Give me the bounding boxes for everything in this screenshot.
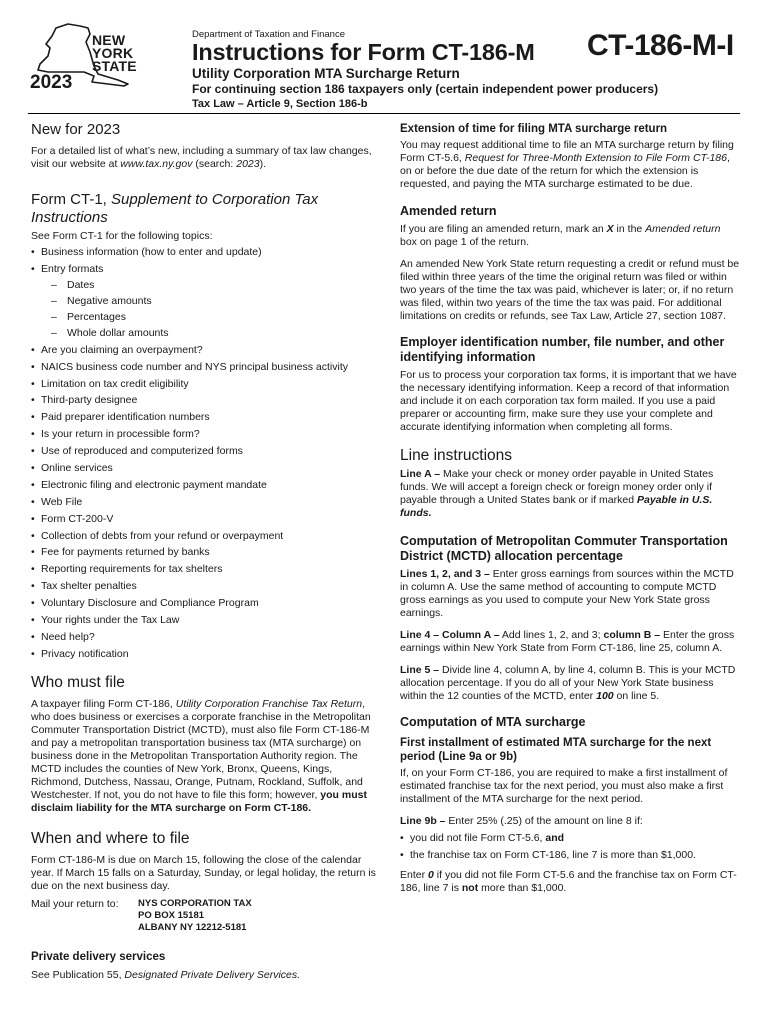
section-text: Lines 1, 2, and 3 – Enter gross earnings from sources within the MCTD in column A. Use the same method of accounting to compute MCTD gross earnings as you used to compute your New York State gross earnings.: [400, 568, 734, 619]
list-item: • Entry formats – Dates – Negative amounts – Percentages – Whole dollar amounts: [31, 263, 379, 340]
list-item: • Electronic filing and electronic payment mandate: [31, 479, 379, 492]
section-text: See Form CT-1 for the following topics:: [31, 230, 213, 242]
identification-section: [400, 335, 740, 434]
mailing-address: [31, 898, 379, 934]
section-heading: Private delivery services: [31, 950, 166, 963]
tax-law-reference: Tax Law – Article 9, Section 186-b: [192, 98, 368, 110]
list-item: – Negative amounts: [41, 295, 379, 308]
section-text: Line A – Make your check or money order payable in United States funds. We will accept a foreign check or foreign money order only if payable through a United States bank or if marked Payable in U.S. funds.: [400, 468, 714, 519]
form-subtitle: Utility Corporation MTA Surcharge Return: [192, 66, 460, 81]
section-text: For a detailed list of what’s new, including a summary of tax law changes, visit our website at www.tax.ny.gov (search: 2023).: [31, 145, 372, 170]
mail-label: Mail your return to:: [31, 897, 119, 910]
form-year: 2023: [30, 72, 73, 93]
list-item: • Use of reproduced and computerized forms: [31, 445, 379, 458]
section-heading: When and where to file: [31, 829, 190, 847]
section-text: If, on your Form CT-186, you are required to make a first installment of estimated franchise tax for the next period, you must also make a first installment of the MTA surcharge for the next period.: [400, 767, 728, 805]
section-text: If you are filing an amended return, mark an X in the Amended return box on page 1 of the return.: [400, 223, 721, 248]
list-item: • Web File: [31, 496, 379, 509]
subsection-heading: First installment of estimated MTA surcharge for the next period (Line 9a or 9b): [400, 737, 712, 763]
list-item: • Reporting requirements for tax shelters: [31, 563, 379, 576]
section-text: An amended New York State return requesting a credit or refund must be filed within three years of the time the original return was filed or within two years of the time the tax was paid, whichever is later; or, if no return was filed, within two years of the time the tax was paid. For additional limitations on credits or refunds, see Tax Law, Article 27, section 1087.: [400, 258, 740, 322]
who-must-file-section: [31, 674, 379, 815]
topics-list: [31, 246, 379, 661]
form-number: CT-186-M-I: [587, 29, 734, 62]
section-heading: Extension of time for filing MTA surcharge return: [400, 123, 668, 135]
extension-section: [400, 122, 740, 191]
list-item: • Your rights under the Tax Law: [31, 614, 379, 627]
section-heading: Employer identification number, file number, and other identifying information: [400, 335, 725, 364]
mta-surcharge-section: [400, 715, 740, 895]
section-text: Line 9b – Enter 25% (.25) of the amount on line 8 if:: [400, 815, 643, 827]
list-item: • Collection of debts from your refund or overpayment: [31, 530, 379, 543]
section-heading: Who must file: [31, 673, 125, 691]
list-item: • Tax shelter penalties: [31, 580, 379, 593]
nys-logo: [28, 22, 178, 98]
list-item: • Online services: [31, 462, 379, 475]
list-item: – Percentages: [41, 311, 379, 324]
condition-list: [400, 832, 740, 862]
amended-return-section: [400, 204, 740, 323]
list-item: – Whole dollar amounts: [41, 327, 379, 340]
section-text: You may request additional time to file an MTA surcharge return by filing Form CT-5.6, Request for Three-Month Extension to File Form CT-186, on or before the due date of the return for which the extension is requested, and paying the MTA surcharge estimated to be due.: [400, 139, 734, 190]
list-item: • Business information (how to enter and update): [31, 246, 379, 259]
list-item: • Form CT-200-V: [31, 513, 379, 526]
website-link[interactable]: www.tax.ny.gov: [120, 158, 193, 170]
right-column: [400, 120, 740, 904]
list-item: • you did not file Form CT-5.6, and: [400, 832, 740, 845]
list-item: – Dates: [41, 279, 379, 292]
section-heading: Line instructions: [400, 447, 513, 464]
section-heading: Form CT-1, Supplement to Corporation Tax Instructions: [31, 191, 319, 226]
entry-formats-list: [41, 279, 379, 340]
list-item: • Limitation on tax credit eligibility: [31, 378, 379, 391]
section-text: Line 5 – Divide line 4, column A, by line 4, column B. This is your MCTD allocation percentage. If you do all of your New York State business within the 12 counties of the MCTD, enter 100 on line 5.: [400, 664, 736, 702]
address-block: NYS CORPORATION TAX PO BOX 15181 ALBANY NY 12212-5181: [138, 897, 252, 933]
list-item: • the franchise tax on Form CT-186, line 7 is more than $1,000.: [400, 849, 740, 862]
when-where-section: [31, 830, 379, 934]
line-instructions-section: [400, 447, 740, 520]
list-item: • Fee for payments returned by banks: [31, 546, 379, 559]
page-title: Instructions for Form CT-186-M: [192, 39, 535, 65]
section-text: Line 4 – Column A – Add lines 1, 2, and 3; column B – Enter the gross earnings within New York State from Form CT-186, line 25, column A.: [400, 629, 735, 654]
ct1-supplement-section: [31, 191, 379, 661]
section-heading: Computation of MTA surcharge: [400, 715, 586, 729]
state-wordmark: NEW YORK STATE: [92, 32, 137, 74]
department-name: Department of Taxation and Finance: [192, 29, 345, 40]
private-delivery-section: [31, 950, 379, 982]
list-item: • Third-party designee: [31, 394, 379, 407]
section-text: For us to process your corporation tax forms, it is important that we have the necessary identifying information. Keep a record of that information and include it on each corporation tax form mailed. If you use a paid preparer or accounting firm, make sure they use your complete and accurate identifying information when completing all forms.: [400, 369, 737, 433]
list-item: • Need help?: [31, 631, 379, 644]
list-item: • Paid preparer identification numbers: [31, 411, 379, 424]
list-item: • Voluntary Disclosure and Compliance Program: [31, 597, 379, 610]
list-item: • Are you claiming an overpayment?: [31, 344, 379, 357]
section-heading: New for 2023: [31, 121, 121, 138]
section-text: Enter 0 if you did not file Form CT-5.6 and the franchise tax on Form CT-186, line 7 is not more than $1,000.: [400, 868, 737, 894]
left-column: [31, 120, 379, 991]
section-heading: Amended return: [400, 204, 497, 218]
mctd-section: [400, 534, 740, 703]
header-divider: [28, 113, 740, 114]
list-item: • NAICS business code number and NYS principal business activity: [31, 361, 379, 374]
section-text: A taxpayer filing Form CT-186, Utility Corporation Franchise Tax Return, who does business or exercises a corporate franchise in the Metropolitan Commuter Transportation District (MCTD), must also file Form CT-186-M and pay a metropolitan transportation business tax (MTA surcharge) on business done in the Metropolitan Transportation Authority region. The MCTD includes the counties of New York, Bronx, Queens, Kings, Richmond, Dutchess, Nassau, Orange, Putnam, Rockland, Suffolk, and Westchester. If not, you do not have to file this form; however, you must disclaim liability for the MTA surcharge on Form CT-186.: [31, 697, 371, 814]
list-item: • Is your return in processible form?: [31, 428, 379, 441]
section-text: Form CT-186-M is due on March 15, following the close of the calendar year. If March 15 falls on a Saturday, Sunday, or legal holiday, the return is due on the next business day.: [31, 853, 376, 892]
list-item: • Privacy notification: [31, 648, 379, 661]
section-heading: Computation of Metropolitan Commuter Transportation District (MCTD) allocation percentage: [400, 534, 728, 563]
new-for-2023-section: [31, 121, 379, 171]
section-text: See Publication 55, Designated Private Delivery Services.: [31, 968, 301, 981]
applicability-note: For continuing section 186 taxpayers only (certain independent power producers): [192, 82, 659, 96]
